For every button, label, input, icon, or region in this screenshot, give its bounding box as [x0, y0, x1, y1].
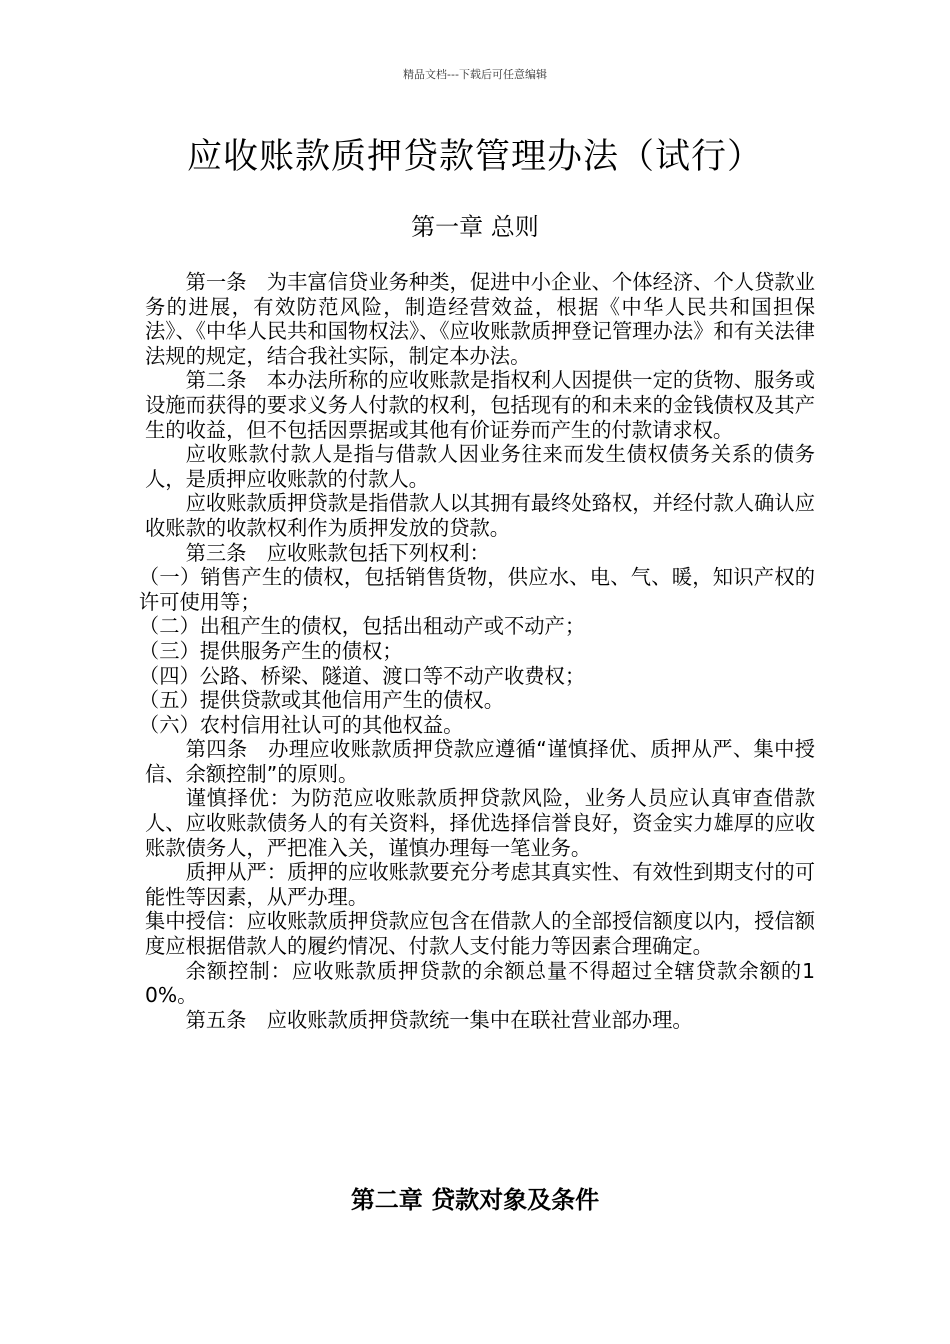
- article-5: 第五条 应收账款质押贷款统一集中在联社营业部办理。: [185, 1007, 693, 1032]
- list-item-2: （二）出租产生的债权，包括出租动产或不动产；: [138, 614, 586, 639]
- document-title: 应收账款质押贷款管理办法（试行）: [186, 137, 763, 177]
- article-1: 第一条 为丰富信贷业务种类，促进中小企业、个体经济、个人贷款业务的进展，有效防范风险，制造经营效益，根据《中华人民共和国担保法》、《中华人民共和国物权法》、《应收账款质押登记管理办法》和有关法律法规的规定，结合我社实际，制定本办法。: [145, 270, 815, 368]
- list-item-5: （五）提供贷款或其他信用产生的债权。: [138, 688, 504, 713]
- list-item-3: （三）提供服务产生的债权；: [138, 638, 403, 663]
- principle-centralized-credit: 集中授信：应收账款质押贷款应包含在借款人的全部授信额度以内，授信额度应根据借款人的履约情况、付款人支付能力等因素合理确定。: [145, 909, 815, 959]
- article-4: 第四条 办理应收账款质押贷款应遵循“谨慎择优、质押从严、集中授信、余额控制”的原则。: [145, 737, 815, 786]
- chapter-1-heading: 第一章 总则: [411, 213, 539, 241]
- header-note: 精品文档---下载后可任意编辑: [403, 68, 547, 81]
- principle-strict-pledge: 质押从严：质押的应收账款要充分考虑其真实性、有效性到期支付的可能性等因素，从严办理。: [145, 860, 815, 909]
- article-2: 第二条 本办法所称的应收账款是指权利人因提供一定的货物、服务或设施而获得的要求义务人付款的权利，包括现有的和未来的金钱债权及其产生的收益，但不包括因票据或其他有价证券而产生的付款请求权。: [145, 368, 815, 442]
- list-item-1: （一）销售产生的债权，包括销售货物，供应水、电、气、暖，知识产权的许可使用等；: [138, 565, 815, 614]
- list-item-4: （四）公路、桥梁、隧道、渡口等不动产收费权；: [138, 663, 586, 688]
- definition-pledge-loan: 应收账款质押贷款是指借款人以其拥有最终处臵权，并经付款人确认应收账款的收款权利作为质押发放的贷款。: [145, 491, 815, 540]
- definition-payer: 应收账款付款人是指与借款人因业务往来而发生债权债务关系的债务人，是质押应收账款的付款人。: [145, 442, 815, 491]
- article-3: 第三条 应收账款包括下列权利：: [185, 540, 490, 565]
- chapter-1-body: [138, 270, 815, 1032]
- principle-prudent-selection: 谨慎择优：为防范应收账款质押贷款风险，业务人员应认真审查借款人、应收账款债务人的有关资料，择优选择信誉良好，资金实力雄厚的应收账款债务人，严把准入关，谨慎办理每一笔业务。: [145, 786, 815, 860]
- list-item-6: （六）农村信用社认可的其他权益。: [138, 712, 464, 737]
- chapter-2-heading: 第二章 贷款对象及条件: [350, 1186, 600, 1214]
- principle-balance-control: 余额控制：应收账款质押贷款的余额总量不得超过全辖贷款余额的10%。: [145, 958, 815, 1008]
